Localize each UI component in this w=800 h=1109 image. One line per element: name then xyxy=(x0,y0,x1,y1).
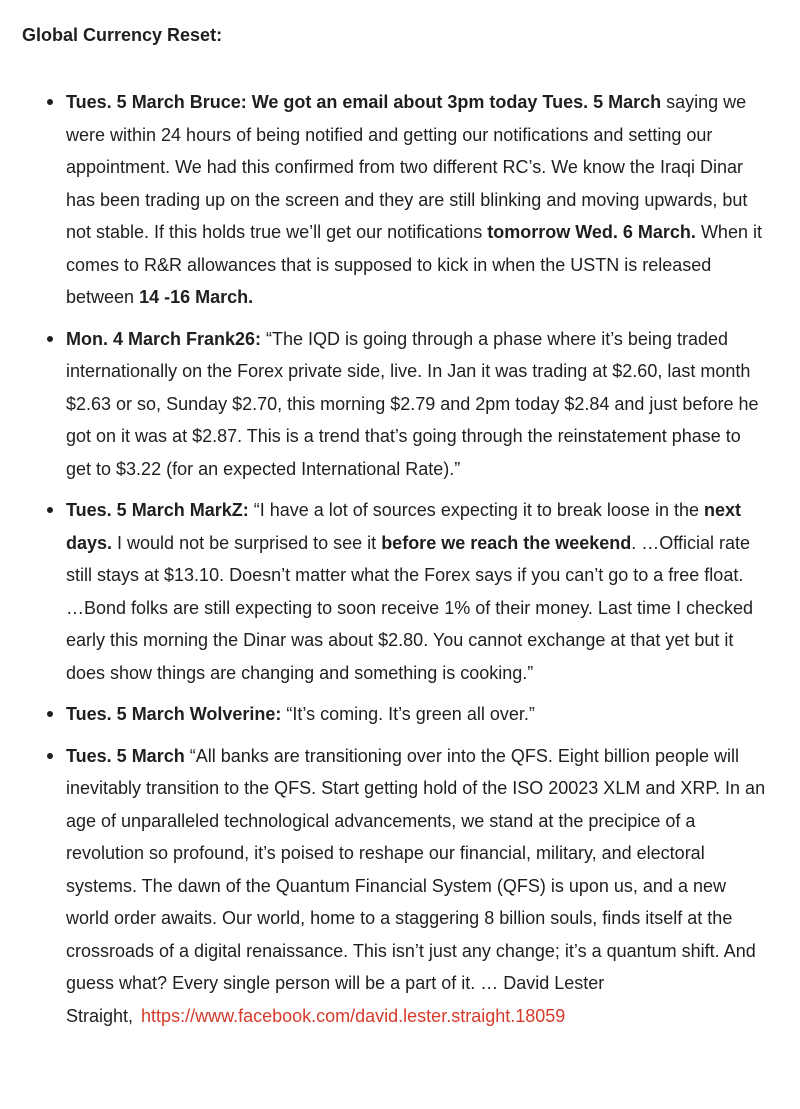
item-emphasis: tomorrow Wed. 6 March. xyxy=(487,222,696,242)
list-item-bruce xyxy=(66,86,766,314)
section-heading: Global Currency Reset: xyxy=(22,25,223,45)
item-text: “The IQD is going through a phase where it’s being traded internationally on the Forex private side, live. In Jan it was trading at $2.60, last month $2.63 or so, Sunday $2.70, this morning $2.79 and 2pm today $2.84 and just before he got on it was at $2.87. This is a trend that’s going through the reinstatement phase to get to $3.22 (for an expected International Rate).” xyxy=(66,328,759,479)
item-lead: Mon. 4 March Frank26: xyxy=(66,328,262,349)
item-emphasis: next days. xyxy=(66,500,741,553)
item-emphasis: before we reach the weekend xyxy=(381,532,632,553)
item-lead: Tues. 5 March xyxy=(66,745,185,766)
list-item-wolverine xyxy=(66,698,766,731)
item-text: “All banks are transitioning over into the QFS. Eight billion people will inevitably transition to the QFS. Start getting hold of the ISO 20023 XLM and XRP. In an age of unparalleled technological advancements, we stand at the precipice of a revolution so profound, it’s poised to reshape our financial, military, and electoral systems. The dawn of the Quantum Financial System (QFS) is upon us, and a new world order awaits. Our world, home to a staggering 8 billion souls, finds itself at the crossroads of a digital renaissance. This isn’t just any change; it’s a quantum shift. And guess what? Every single person will be a part of it. … David Lester Straight, xyxy=(66,745,766,1026)
item-text: When it comes to R&R allowances that is supposed to kick in when the USTN is released between xyxy=(66,222,762,307)
update-list xyxy=(66,86,766,1041)
item-lead: Tues. 5 March MarkZ: xyxy=(66,500,249,520)
list-item-frank26 xyxy=(66,323,766,486)
list-item-markz xyxy=(66,494,766,689)
list-item-qfs xyxy=(66,740,766,1033)
item-text: “I have a lot of sources expecting it to break loose in the xyxy=(248,500,704,520)
item-emphasis: 14 -16 March. xyxy=(139,287,254,307)
item-text: . …Official rate still stays at $13.10. Doesn’t matter what the Forex says if you can’t go to a free float. …Bond folks are still expecting to soon receive 1% of their money. Last time I checked early this morning the Dinar was about $2.80. You cannot exchange at that yet but it does show things are changing and something is cooking.” xyxy=(66,532,754,683)
facebook-link[interactable]: https://www.facebook.com/david.lester.straight.18059 xyxy=(141,1005,566,1026)
item-text: I would not be surprised to see it xyxy=(112,532,382,553)
item-lead: Tues. 5 March Bruce: We got an email about 3pm today Tues. 5 March xyxy=(66,92,662,112)
item-text: saying we were within 24 hours of being notified and getting our notifications and setting our appointment. We had this confirmed from two different RC’s. We know the Iraqi Dinar has been trading up on the screen and they are still blinking and moving upwards, but not stable. If this holds true we’ll get our notifications xyxy=(66,92,748,242)
item-text: “It’s coming. It’s green all over.” xyxy=(281,704,535,724)
item-lead: Tues. 5 March Wolverine: xyxy=(66,704,282,724)
